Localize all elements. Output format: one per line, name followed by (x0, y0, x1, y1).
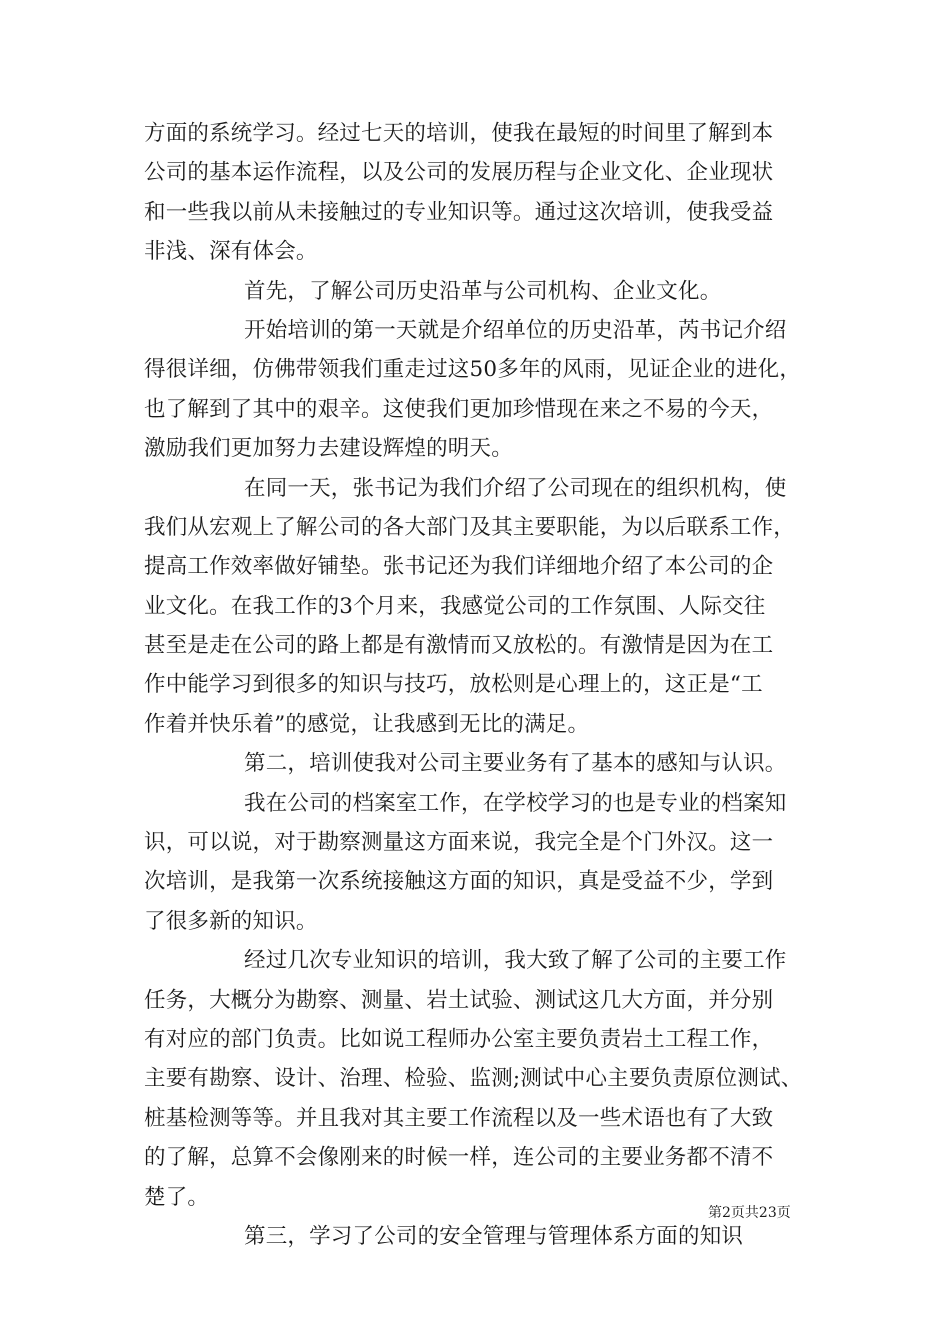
text-line: 激励我们更加努力去建设辉煌的明天。 (144, 436, 513, 462)
text-line: 也了解到了其中的艰辛。这使我们更加珍惜现在来之不易的今天， (144, 396, 774, 422)
text-line: 提高工作效率做好铺垫。张书记还为我们详细地介绍了本公司的企 (144, 554, 774, 580)
section-heading: 首先，了解公司历史沿革与公司机构、企业文化。 (244, 278, 722, 304)
text-line: 方面的系统学习。经过七天的培训，使我在最短的时间里了解到本 (144, 121, 774, 146)
page-number-footer: 第2页共23页 (708, 1205, 791, 1221)
section-heading: 第二，培训使我对公司主要业务有了基本的感知与认识。 (244, 751, 787, 777)
text-line: 有对应的部门负责。比如说工程师办公室主要负责岩土工程工作， (144, 1026, 774, 1052)
text-line: 了很多新的知识。 (144, 908, 318, 934)
text-line: 和一些我以前从未接触过的专业知识等。通过这次培训，使我受益 (144, 199, 774, 225)
text-line: 作着并快乐着”的感觉，让我感到无比的满足。 (144, 711, 590, 737)
text-line: 任务，大概分为勘察、测量、岩土试验、测试这几大方面，并分别 (144, 987, 774, 1013)
text-line: 在同一天，张书记为我们介绍了公司现在的组织机构，使 (244, 475, 787, 501)
text-line: 桩基检测等等。并且我对其主要工作流程以及一些术语也有了大致 (144, 1105, 774, 1131)
text-line: 楚了。 (144, 1184, 210, 1210)
section-heading: 第三，学习了公司的安全管理与管理体系方面的知识 (244, 1223, 744, 1249)
text-line: 公司的基本运作流程，以及公司的发展历程与企业文化、企业现状 (144, 160, 774, 186)
text-line: 作中能学习到很多的知识与技巧，放松则是心理上的，这正是“工 (144, 672, 763, 698)
text-line: 开始培训的第一天就是介绍单位的历史沿革，芮书记介绍 (244, 317, 787, 343)
text-line: 的了解，总算不会像刚来的时候一样，连公司的主要业务都不清不 (144, 1145, 774, 1171)
body-text (144, 114, 814, 1256)
text-line: 我们从宏观上了解公司的各大部门及其主要职能，为以后联系工作， (144, 514, 796, 540)
text-line: 识，可以说，对于勘察测量这方面来说，我完全是个门外汉。这一 (144, 830, 774, 856)
text-line: 甚至是走在公司的路上都是有激情而又放松的。有激情是因为在工 (144, 633, 774, 659)
text-line: 我在公司的档案室工作，在学校学习的也是专业的档案知 (244, 790, 787, 816)
text-line: 主要有勘察、设计、治理、检验、监测;测试中心主要负责原位测试、 (144, 1066, 803, 1092)
text-line: 得很详细，仿佛带领我们重走过这50多年的风雨，见证企业的进化， (144, 357, 802, 383)
text-line: 非浅、深有体会。 (144, 239, 318, 265)
text-line: 次培训，是我第一次系统接触这方面的知识，真是受益不少，学到 (144, 869, 774, 895)
text-line: 经过几次专业知识的培训，我大致了解了公司的主要工作 (244, 948, 787, 974)
text-line: 业文化。在我工作的3个月来，我感觉公司的工作氛围、人际交往 (144, 593, 766, 619)
